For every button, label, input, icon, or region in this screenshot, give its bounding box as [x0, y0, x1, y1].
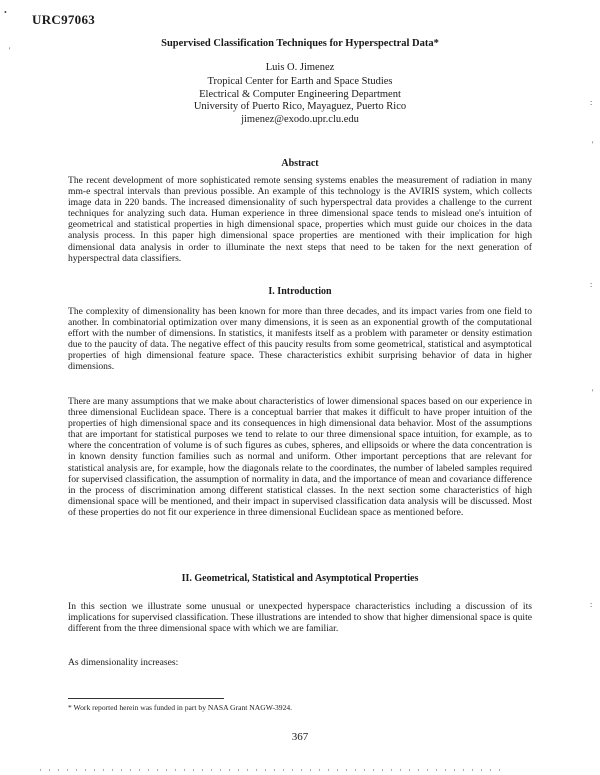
- footnote-divider: [68, 698, 224, 699]
- section-2-heading: II. Geometrical, Statistical and Asymptotical Properties: [181, 573, 419, 584]
- scan-mark: :: [590, 280, 593, 289]
- affiliation-line: Electrical & Computer Engineering Department: [199, 88, 401, 100]
- author-name: Luis O. Jimenez: [265, 62, 335, 73]
- author-block: [0, 62, 600, 126]
- page-number: 367: [291, 731, 309, 743]
- scan-mark: ': [592, 140, 594, 149]
- abstract-text: The recent development of more sophisticated remote sensing systems enables the measurement of radiation in many mm-e spectral intervals than previous possible. An example of this technology is the AVIRIS system, which collects image data in 220 bands. The increased dimensionality of such hyperspectral data provides a challenge to the current techniques for analyzing such data. Human experience in three dimensional space tends to mislead one's intuition of geometrical and statistical properties in high dimensional space, properties which must guide our choices in the data analysis process. In this paper high dimensional space properties are mentioned with their implication for high dimensional data analysis in order to illuminate the next steps that need to be taken for the next generation of hyperspectral data classifiers.: [68, 175, 532, 264]
- scan-mark: :: [590, 98, 593, 107]
- abstract-heading: Abstract: [281, 158, 319, 169]
- paragraph: In this section we illustrate some unusual or unexpected hyperspace characteristics including a discussion of its implications for supervised classification. These illustrations are intended to show that higher dimensional space is quite different from the three dimensional space with which we are familiar.: [68, 601, 532, 635]
- footnote: * Work reported herein was funded in part by NASA Grant NAGW-3924.: [68, 703, 293, 712]
- affiliation-line: University of Puerto Rico, Mayaguez, Puerto Rico: [193, 101, 407, 113]
- document-id: URC97063: [32, 12, 96, 27]
- paragraph: There are many assumptions that we make about characteristics of lower dimensional spaces based on our experience in three dimensional Euclidean space. There is a conceptual barrier that makes it difficult to have proper intuition of the properties of high dimensional space and its consequences in high dimensional data behavior. Most of the assumptions that are important for statistical purposes we tend to relate to our three dimensional space intuition, for example, as to where the concentration of volume is of such figures as cubes, spheres, and ellipsoids or where the data concentration is in known density function families such as normal and uniform. Other important perceptions that are relevant for statistical analysis are, for example, how the diagonals relate to the coordinates, the number of labeled samples required for supervised classification, the assumption of normality in data, and the importance of mean and covariance difference in the process of discrimination among different statistical classes. In the next section some characteristics of high dimensional space will be mentioned, and their impact in supervised classification data analysis will be discussed. Most of these properties do not fit our experience in three dimensional Euclidean space as mentioned before.: [68, 396, 532, 518]
- section-1-heading: I. Introduction: [268, 286, 332, 297]
- scan-mark: ': [592, 388, 594, 397]
- scan-artifact-dots: [40, 769, 500, 771]
- paragraph: As dimensionality increases:: [68, 657, 179, 668]
- paper-title: Supervised Classification Techniques for Hyperspectral Data*: [161, 38, 439, 49]
- scan-mark: ': [9, 46, 11, 55]
- affiliation-line: Tropical Center for Earth and Space Studies: [207, 76, 393, 88]
- scan-mark: :: [590, 600, 593, 609]
- paragraph: The complexity of dimensionality has been known for more than three decades, and its impact varies from one field to another. In combinatorial optimization over many dimensions, it is seen as an exponential growth of the computational effort with the number of dimensions. In statistics, it manifests itself as a problem with parameter or density estimation due to the paucity of data. The negative effect of this paucity results from some geometrical, statistical and asymptotical properties of high dimensional feature space. These characteristics exhibit surprising behavior of data in higher dimensions.: [68, 306, 532, 373]
- author-email: jimenez@exodo.upr.clu.edu: [241, 113, 359, 125]
- scan-mark: •: [4, 8, 7, 17]
